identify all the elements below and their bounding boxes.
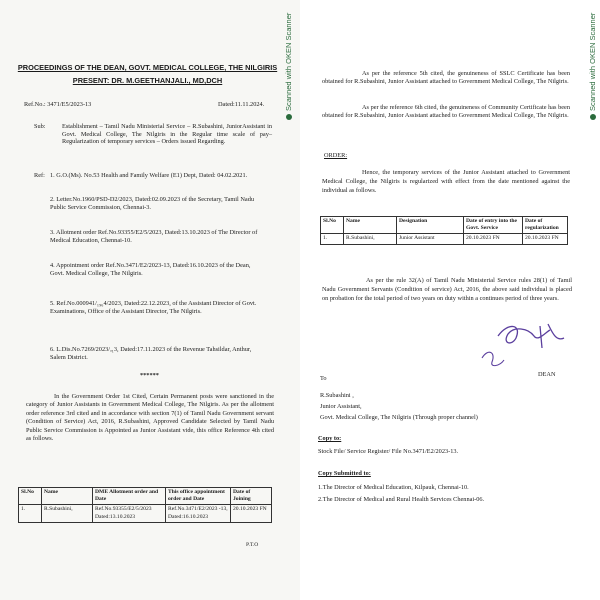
to-label: To <box>320 375 327 382</box>
order-label: ORDER: <box>324 152 348 159</box>
table-header: Date of entry into the Govt. Service <box>464 217 523 234</box>
table-cell: 20.10.2023 FN <box>231 505 272 522</box>
table-cell: R.Subashini, <box>344 234 397 244</box>
subject-label: Sub: <box>34 123 46 130</box>
address-line: Govt. Medical College, The Nilgiris (Through proper channel) <box>320 414 478 421</box>
address-line: Junior Assistant, <box>320 403 362 410</box>
table-header: Name <box>42 488 93 505</box>
dean-signature <box>478 318 570 378</box>
table-cell: Junior Assistant <box>397 234 464 244</box>
dated: Dated:11.11.2024. <box>218 101 265 108</box>
scanner-logo-icon <box>590 114 596 120</box>
ref-number: Ref.No.: 3471/E5/2023-13 <box>24 101 92 108</box>
copy-to-label: Copy to: <box>318 435 342 442</box>
reference-item: 4. Appointment order Ref.No.3471/E2/2023-13, Dated:16.10.2023 of the Dean, Govt. Medical College, The Nilgiris. <box>50 262 251 277</box>
table-header: This office appointment order and Date <box>166 488 231 505</box>
reference-item: 6. L.Dis.No.7269/2023/ₐ₁3, Dated:17.11.2023 of the Revenue Tahsildar, Anthur, Salem District. <box>50 346 252 361</box>
table-header: DME Allotment order and Date <box>93 488 166 505</box>
table-header: Date of regularization <box>523 217 568 234</box>
subject-text: Establishment – Tamil Nadu Ministerial Service – R.Subashini, JuniorAssistant in Govt. Medical College, The Nilgiris in the Regular time scale of pay– Regularization of temporary services – Orders issued Regarding. <box>62 123 272 146</box>
table-row <box>19 505 272 522</box>
table-cell: 20.10.2023 FN <box>523 234 568 244</box>
table-header: Sl.No <box>19 488 42 505</box>
dean-label: DEAN <box>538 371 556 378</box>
copy-submitted-label: Copy Submitted to: <box>318 470 371 477</box>
copy-submitted-item: 1.The Director of Medical Education, Kilpauk, Chennai-10. <box>318 484 469 491</box>
paragraph-probation: As per the rule 32(A) of Tamil Nadu Ministerial Service rules 28(1) of Tamil Nadu Government Servants (Condition of service) Act, 2016, the above said individual is placed on probation for the total period of two years on duty within a continues period of three years. <box>322 277 572 302</box>
table-cell: Ref.No.93355/E2/5/2023 Dated:13.10.2023 <box>93 505 166 522</box>
address-line: R.Subashini , <box>320 392 354 399</box>
regularization-table <box>320 216 568 245</box>
copy-submitted-item: 2.The Director of Medical and Rural Health Services Chennai-06. <box>318 496 485 503</box>
separator-stars: ****** <box>140 372 159 379</box>
table-header: Name <box>344 217 397 234</box>
pto-note: P.T.O <box>246 542 259 548</box>
scanner-watermark: Scanned with OKEN Scanner <box>284 13 293 120</box>
appointment-table <box>18 487 272 523</box>
paragraph-community: As per the reference 6th cited, the genuineness of Community Certificate has been obtained for R.Subashini, Junior Assistant attached to Government Medical College, The Nilgiris. <box>322 104 570 119</box>
header-present: PRESENT: DR. M.GEETHANJALI., MD,DCH <box>72 76 223 85</box>
scanner-watermark: Scanned with OKEN Scanner <box>588 13 597 120</box>
reference-item: 2. Letter.No.1960/PSD-D2/2023, Dated:02.09.2023 of the Secretary, Tamil Nadu Public Service Commission, Chennai-3. <box>50 196 254 211</box>
copy-to-text: Stock File/ Service Register/ File No.3471/E2/2023-13. <box>318 448 459 455</box>
table-cell: 20.10.2023 FN <box>464 234 523 244</box>
reference-item: 5. Ref.No.000941/₁₉₆4/2023, Dated:22.12.2023, of the Assistant Director of Govt. Examinations, Office of the Assistant Director, The Nilgiris. <box>50 300 257 315</box>
table-cell: 1. <box>19 505 42 522</box>
table-row <box>321 234 568 244</box>
paragraph-sslc: As per the reference 5th cited, the genuineness of SSLC Certificate has been obtained for R.Subashini, Junior Assistant attached to Government Medical College, The Nilgiris. <box>322 70 570 85</box>
table-header: Sl.No <box>321 217 344 234</box>
reference-item: 1. G.O.(Ms). No.53 Health and Family Welfare (E1) Dept, Dated: 04.02.2021. <box>50 172 248 179</box>
table-cell: R.Subashini, <box>42 505 93 522</box>
body-paragraph: In the Government Order 1st Cited, Certain Permanent posts were sanctioned in the category of Junior Assistants in Government Medical College, The Nilgiris. As per the allotment order reference 3rd cited and in accordance with section 7(1) of Tamil Nadu Government servant (Condition of Service) Act, 2016, R.Subashini, Approved Candidate Selected by Tamil Nadu Public Service Commission is Appointed as Junior Assistant vide, this office Reference 4th cited as follows. <box>26 393 274 443</box>
header-title: PROCEEDINGS OF THE DEAN, GOVT. MEDICAL COLLEGE, THE NILGIRIS <box>17 63 278 72</box>
table-header: Designation <box>397 217 464 234</box>
table-header-row <box>19 488 272 505</box>
right-page <box>300 0 600 600</box>
table-cell: 1. <box>321 234 344 244</box>
table-header: Date of Joining <box>231 488 272 505</box>
table-header-row <box>321 217 568 234</box>
reference-item: 3. Allotment order Ref.No.93355/E2/5/2023, Dated:13.10.2023 of The Director of Medical Education, Chennai-10. <box>50 229 258 244</box>
table-cell: Ref.No.3471/E2/2023 -13, Dated:16.10.2023 <box>166 505 231 522</box>
ref-label: Ref: <box>34 172 45 179</box>
paragraph-order: Hence, the temporary services of the Junior Assistant attached to Government Medical College, the Nilgiris is regularized with effect from the date mentioned against the individual as follows. <box>322 169 570 194</box>
scanner-logo-icon <box>286 114 292 120</box>
